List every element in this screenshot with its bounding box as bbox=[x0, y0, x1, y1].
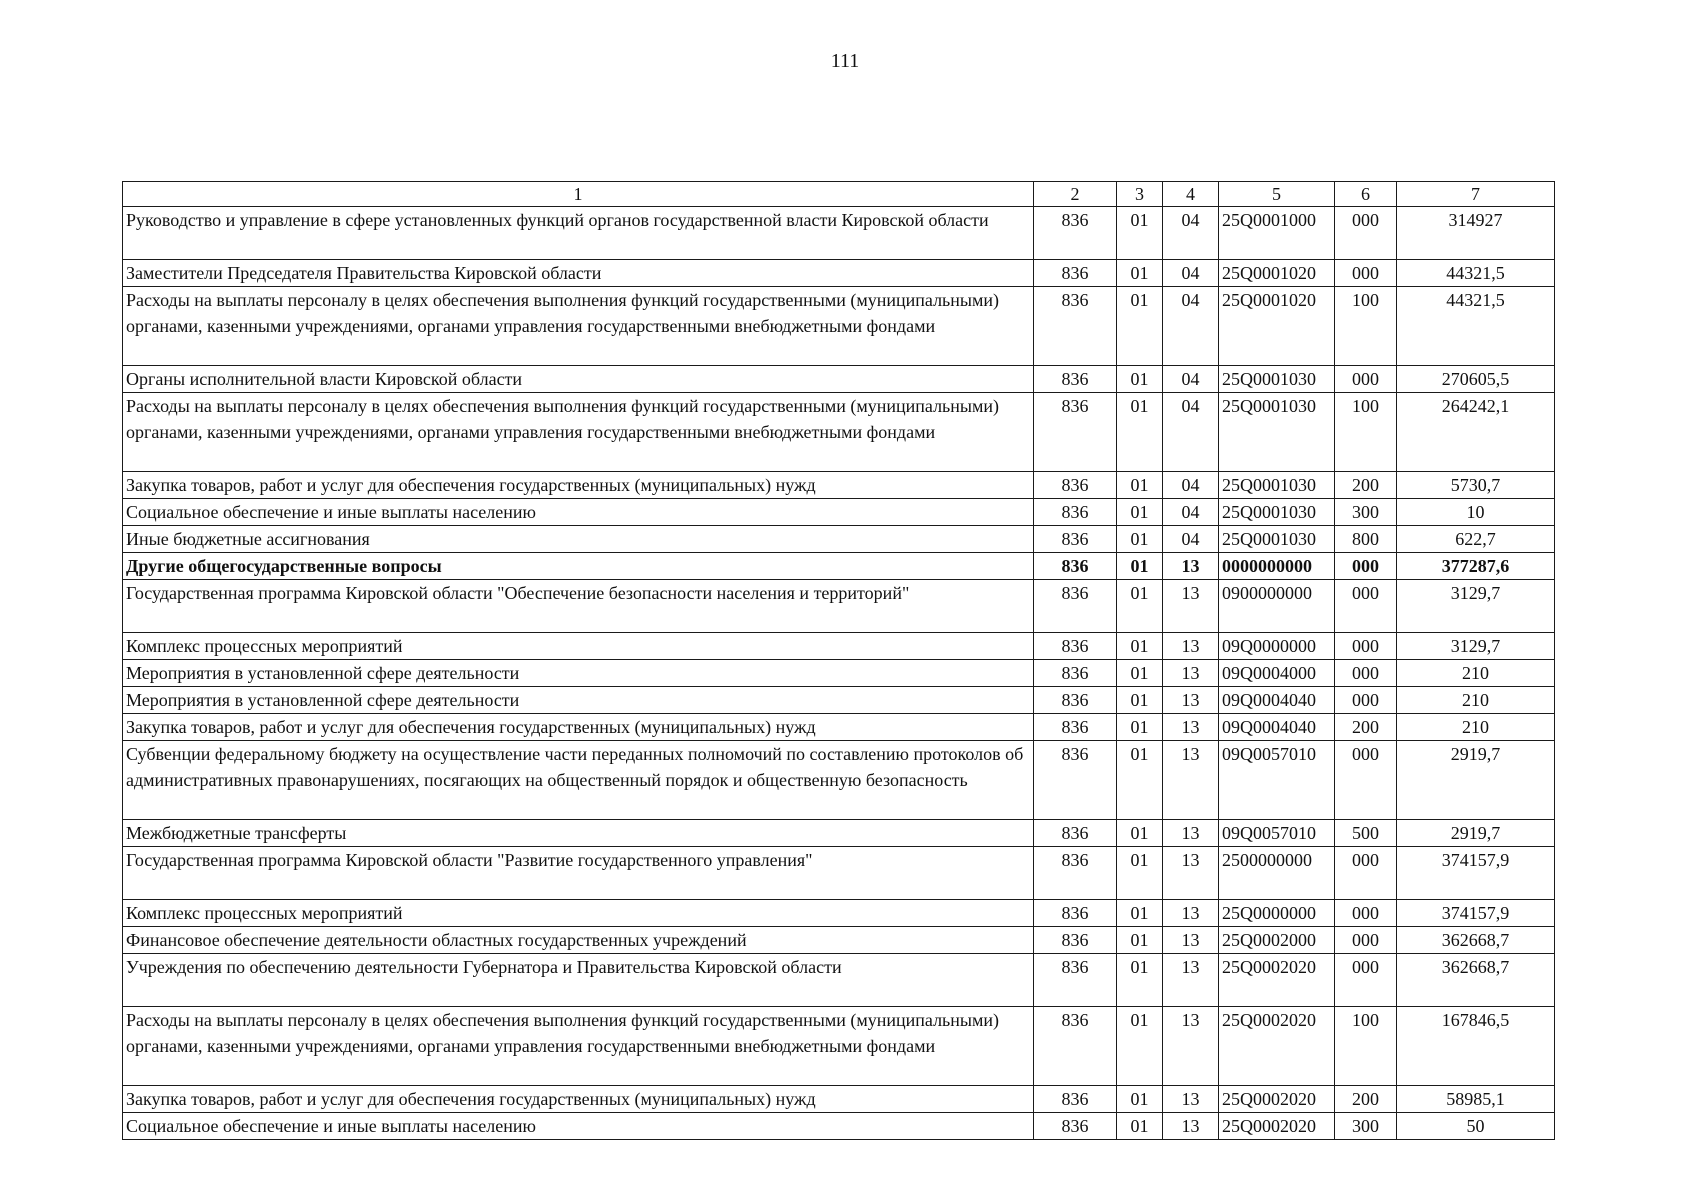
row-grbs-cell: 836 bbox=[1034, 900, 1117, 927]
row-subsection-cell: 04 bbox=[1163, 260, 1219, 287]
row-expense-type-cell: 000 bbox=[1335, 580, 1397, 633]
header-col-7: 7 bbox=[1397, 182, 1555, 207]
row-name-cell: Руководство и управление в сфере установленных функций органов государственной власти Кировской области bbox=[123, 207, 1034, 260]
row-target-code-cell: 25Q0002020 bbox=[1219, 954, 1335, 1007]
table-row bbox=[123, 366, 1555, 393]
row-grbs-cell: 836 bbox=[1034, 260, 1117, 287]
row-subsection-cell: 04 bbox=[1163, 393, 1219, 472]
row-grbs-cell: 836 bbox=[1034, 714, 1117, 741]
row-amount-cell: 167846,5 bbox=[1397, 1007, 1555, 1086]
row-subsection-cell: 13 bbox=[1163, 580, 1219, 633]
row-expense-type-cell: 200 bbox=[1335, 1086, 1397, 1113]
row-amount-cell: 10 bbox=[1397, 499, 1555, 526]
table-row bbox=[123, 580, 1555, 633]
row-grbs-cell: 836 bbox=[1034, 927, 1117, 954]
row-expense-type-cell: 000 bbox=[1335, 260, 1397, 287]
table-row bbox=[123, 633, 1555, 660]
row-section-cell: 01 bbox=[1117, 553, 1163, 580]
row-expense-type-cell: 100 bbox=[1335, 1007, 1397, 1086]
row-name-cell: Государственная программа Кировской области "Обеспечение безопасности населения и территорий" bbox=[123, 580, 1034, 633]
row-subsection-cell: 13 bbox=[1163, 927, 1219, 954]
row-amount-cell: 5730,7 bbox=[1397, 472, 1555, 499]
header-col-3: 3 bbox=[1117, 182, 1163, 207]
row-target-code-cell: 09Q0057010 bbox=[1219, 820, 1335, 847]
row-subsection-cell: 13 bbox=[1163, 633, 1219, 660]
row-grbs-cell: 836 bbox=[1034, 366, 1117, 393]
row-section-cell: 01 bbox=[1117, 927, 1163, 954]
row-amount-cell: 270605,5 bbox=[1397, 366, 1555, 393]
row-section-cell: 01 bbox=[1117, 499, 1163, 526]
row-subsection-cell: 13 bbox=[1163, 741, 1219, 820]
row-subsection-cell: 04 bbox=[1163, 499, 1219, 526]
row-target-code-cell: 25Q0001030 bbox=[1219, 472, 1335, 499]
table-row bbox=[123, 714, 1555, 741]
row-target-code-cell: 0000000000 bbox=[1219, 553, 1335, 580]
row-target-code-cell: 25Q0001020 bbox=[1219, 260, 1335, 287]
row-section-cell: 01 bbox=[1117, 741, 1163, 820]
table-row bbox=[123, 393, 1555, 472]
row-grbs-cell: 836 bbox=[1034, 1113, 1117, 1140]
row-target-code-cell: 25Q0002020 bbox=[1219, 1007, 1335, 1086]
table-row bbox=[123, 472, 1555, 499]
row-name-cell: Мероприятия в установленной сфере деятельности bbox=[123, 687, 1034, 714]
row-expense-type-cell: 100 bbox=[1335, 393, 1397, 472]
row-grbs-cell: 836 bbox=[1034, 472, 1117, 499]
row-section-cell: 01 bbox=[1117, 1113, 1163, 1140]
row-expense-type-cell: 000 bbox=[1335, 660, 1397, 687]
table-row bbox=[123, 499, 1555, 526]
row-subsection-cell: 04 bbox=[1163, 207, 1219, 260]
row-expense-type-cell: 000 bbox=[1335, 741, 1397, 820]
row-expense-type-cell: 300 bbox=[1335, 1113, 1397, 1140]
row-name-cell: Комплекс процессных мероприятий bbox=[123, 633, 1034, 660]
row-name-cell: Иные бюджетные ассигнования bbox=[123, 526, 1034, 553]
row-name-cell: Учреждения по обеспечению деятельности Губернатора и Правительства Кировской области bbox=[123, 954, 1034, 1007]
header-col-5: 5 bbox=[1219, 182, 1335, 207]
row-grbs-cell: 836 bbox=[1034, 580, 1117, 633]
row-subsection-cell: 13 bbox=[1163, 714, 1219, 741]
row-grbs-cell: 836 bbox=[1034, 1086, 1117, 1113]
row-name-cell: Межбюджетные трансферты bbox=[123, 820, 1034, 847]
table-row bbox=[123, 954, 1555, 1007]
row-grbs-cell: 836 bbox=[1034, 207, 1117, 260]
row-expense-type-cell: 200 bbox=[1335, 714, 1397, 741]
row-name-cell: Расходы на выплаты персоналу в целях обеспечения выполнения функций государственными (муниципальными) органами, казенными учреждениями, органами управления государственными внебюджетными фондами bbox=[123, 393, 1034, 472]
row-section-cell: 01 bbox=[1117, 900, 1163, 927]
row-section-cell: 01 bbox=[1117, 954, 1163, 1007]
table-row bbox=[123, 1086, 1555, 1113]
table-row bbox=[123, 900, 1555, 927]
row-amount-cell: 362668,7 bbox=[1397, 954, 1555, 1007]
row-section-cell: 01 bbox=[1117, 714, 1163, 741]
row-amount-cell: 44321,5 bbox=[1397, 260, 1555, 287]
row-grbs-cell: 836 bbox=[1034, 660, 1117, 687]
row-target-code-cell: 25Q0002000 bbox=[1219, 927, 1335, 954]
row-amount-cell: 58985,1 bbox=[1397, 1086, 1555, 1113]
row-amount-cell: 210 bbox=[1397, 660, 1555, 687]
row-grbs-cell: 836 bbox=[1034, 393, 1117, 472]
row-target-code-cell: 25Q0002020 bbox=[1219, 1113, 1335, 1140]
row-target-code-cell: 09Q0057010 bbox=[1219, 741, 1335, 820]
row-grbs-cell: 836 bbox=[1034, 499, 1117, 526]
row-name-cell: Закупка товаров, работ и услуг для обеспечения государственных (муниципальных) нужд bbox=[123, 1086, 1034, 1113]
row-section-cell: 01 bbox=[1117, 526, 1163, 553]
row-section-cell: 01 bbox=[1117, 820, 1163, 847]
header-col-2: 2 bbox=[1034, 182, 1117, 207]
row-name-cell: Субвенции федеральному бюджету на осуществление части переданных полномочий по составлению протоколов об административных правонарушениях, посягающих на общественный порядок и общественную безопасность bbox=[123, 741, 1034, 820]
table-row bbox=[123, 553, 1555, 580]
row-grbs-cell: 836 bbox=[1034, 287, 1117, 366]
row-amount-cell: 44321,5 bbox=[1397, 287, 1555, 366]
row-subsection-cell: 13 bbox=[1163, 900, 1219, 927]
row-grbs-cell: 836 bbox=[1034, 820, 1117, 847]
row-subsection-cell: 04 bbox=[1163, 472, 1219, 499]
row-amount-cell: 2919,7 bbox=[1397, 820, 1555, 847]
row-target-code-cell: 2500000000 bbox=[1219, 847, 1335, 900]
row-expense-type-cell: 100 bbox=[1335, 287, 1397, 366]
row-amount-cell: 362668,7 bbox=[1397, 927, 1555, 954]
table-row bbox=[123, 847, 1555, 900]
row-expense-type-cell: 000 bbox=[1335, 687, 1397, 714]
row-subsection-cell: 13 bbox=[1163, 687, 1219, 714]
table-row bbox=[123, 260, 1555, 287]
row-subsection-cell: 13 bbox=[1163, 553, 1219, 580]
row-amount-cell: 622,7 bbox=[1397, 526, 1555, 553]
row-section-cell: 01 bbox=[1117, 366, 1163, 393]
row-section-cell: 01 bbox=[1117, 687, 1163, 714]
row-grbs-cell: 836 bbox=[1034, 553, 1117, 580]
row-name-cell: Заместители Председателя Правительства Кировской области bbox=[123, 260, 1034, 287]
row-amount-cell: 3129,7 bbox=[1397, 633, 1555, 660]
row-grbs-cell: 836 bbox=[1034, 526, 1117, 553]
row-section-cell: 01 bbox=[1117, 633, 1163, 660]
row-subsection-cell: 13 bbox=[1163, 660, 1219, 687]
row-name-cell: Комплекс процессных мероприятий bbox=[123, 900, 1034, 927]
row-expense-type-cell: 000 bbox=[1335, 847, 1397, 900]
row-amount-cell: 3129,7 bbox=[1397, 580, 1555, 633]
row-target-code-cell: 25Q0001030 bbox=[1219, 526, 1335, 553]
row-target-code-cell: 25Q0001020 bbox=[1219, 287, 1335, 366]
row-name-cell: Закупка товаров, работ и услуг для обеспечения государственных (муниципальных) нужд bbox=[123, 714, 1034, 741]
row-expense-type-cell: 500 bbox=[1335, 820, 1397, 847]
row-subsection-cell: 13 bbox=[1163, 1113, 1219, 1140]
row-grbs-cell: 836 bbox=[1034, 954, 1117, 1007]
row-grbs-cell: 836 bbox=[1034, 633, 1117, 660]
row-grbs-cell: 836 bbox=[1034, 847, 1117, 900]
table-row bbox=[123, 207, 1555, 260]
table-row bbox=[123, 820, 1555, 847]
row-expense-type-cell: 200 bbox=[1335, 472, 1397, 499]
budget-table bbox=[122, 181, 1555, 1140]
row-name-cell: Расходы на выплаты персоналу в целях обеспечения выполнения функций государственными (муниципальными) органами, казенными учреждениями, органами управления государственными внебюджетными фондами bbox=[123, 287, 1034, 366]
row-target-code-cell: 09Q0000000 bbox=[1219, 633, 1335, 660]
row-section-cell: 01 bbox=[1117, 207, 1163, 260]
row-target-code-cell: 25Q0001000 bbox=[1219, 207, 1335, 260]
row-amount-cell: 377287,6 bbox=[1397, 553, 1555, 580]
row-expense-type-cell: 300 bbox=[1335, 499, 1397, 526]
table-row bbox=[123, 741, 1555, 820]
header-col-4: 4 bbox=[1163, 182, 1219, 207]
row-amount-cell: 374157,9 bbox=[1397, 900, 1555, 927]
row-expense-type-cell: 000 bbox=[1335, 633, 1397, 660]
row-expense-type-cell: 000 bbox=[1335, 366, 1397, 393]
row-section-cell: 01 bbox=[1117, 287, 1163, 366]
row-section-cell: 01 bbox=[1117, 580, 1163, 633]
table-row bbox=[123, 687, 1555, 714]
row-target-code-cell: 25Q0001030 bbox=[1219, 393, 1335, 472]
row-target-code-cell: 25Q0001030 bbox=[1219, 366, 1335, 393]
row-expense-type-cell: 800 bbox=[1335, 526, 1397, 553]
row-expense-type-cell: 000 bbox=[1335, 207, 1397, 260]
row-subsection-cell: 04 bbox=[1163, 526, 1219, 553]
page-number: 111 bbox=[830, 50, 860, 72]
row-amount-cell: 210 bbox=[1397, 687, 1555, 714]
row-subsection-cell: 04 bbox=[1163, 366, 1219, 393]
row-target-code-cell: 25Q0000000 bbox=[1219, 900, 1335, 927]
header-col-1: 1 bbox=[123, 182, 1034, 207]
table-row bbox=[123, 660, 1555, 687]
row-amount-cell: 210 bbox=[1397, 714, 1555, 741]
row-expense-type-cell: 000 bbox=[1335, 927, 1397, 954]
table-row bbox=[123, 927, 1555, 954]
row-grbs-cell: 836 bbox=[1034, 1007, 1117, 1086]
row-section-cell: 01 bbox=[1117, 1007, 1163, 1086]
row-name-cell: Другие общегосударственные вопросы bbox=[123, 553, 1034, 580]
row-expense-type-cell: 000 bbox=[1335, 900, 1397, 927]
row-name-cell: Расходы на выплаты персоналу в целях обеспечения выполнения функций государственными (муниципальными) органами, казенными учреждениями, органами управления государственными внебюджетными фондами bbox=[123, 1007, 1034, 1086]
row-target-code-cell: 0900000000 bbox=[1219, 580, 1335, 633]
row-subsection-cell: 13 bbox=[1163, 847, 1219, 900]
row-grbs-cell: 836 bbox=[1034, 687, 1117, 714]
row-name-cell: Финансовое обеспечение деятельности областных государственных учреждений bbox=[123, 927, 1034, 954]
table-row bbox=[123, 1113, 1555, 1140]
row-name-cell: Государственная программа Кировской области "Развитие государственного управления" bbox=[123, 847, 1034, 900]
table-row bbox=[123, 287, 1555, 366]
row-name-cell: Закупка товаров, работ и услуг для обеспечения государственных (муниципальных) нужд bbox=[123, 472, 1034, 499]
table-row bbox=[123, 1007, 1555, 1086]
row-section-cell: 01 bbox=[1117, 472, 1163, 499]
row-name-cell: Мероприятия в установленной сфере деятельности bbox=[123, 660, 1034, 687]
row-name-cell: Социальное обеспечение и иные выплаты населению bbox=[123, 499, 1034, 526]
row-amount-cell: 314927 bbox=[1397, 207, 1555, 260]
row-subsection-cell: 04 bbox=[1163, 287, 1219, 366]
row-section-cell: 01 bbox=[1117, 660, 1163, 687]
row-name-cell: Органы исполнительной власти Кировской области bbox=[123, 366, 1034, 393]
row-target-code-cell: 25Q0002020 bbox=[1219, 1086, 1335, 1113]
row-section-cell: 01 bbox=[1117, 847, 1163, 900]
row-name-cell: Социальное обеспечение и иные выплаты населению bbox=[123, 1113, 1034, 1140]
table-header-row bbox=[123, 182, 1555, 207]
row-subsection-cell: 13 bbox=[1163, 954, 1219, 1007]
row-subsection-cell: 13 bbox=[1163, 1086, 1219, 1113]
row-target-code-cell: 09Q0004000 bbox=[1219, 660, 1335, 687]
row-section-cell: 01 bbox=[1117, 260, 1163, 287]
row-grbs-cell: 836 bbox=[1034, 741, 1117, 820]
table-body bbox=[123, 207, 1555, 1140]
row-section-cell: 01 bbox=[1117, 1086, 1163, 1113]
row-target-code-cell: 09Q0004040 bbox=[1219, 687, 1335, 714]
header-col-6: 6 bbox=[1335, 182, 1397, 207]
row-amount-cell: 374157,9 bbox=[1397, 847, 1555, 900]
row-section-cell: 01 bbox=[1117, 393, 1163, 472]
row-subsection-cell: 13 bbox=[1163, 1007, 1219, 1086]
row-expense-type-cell: 000 bbox=[1335, 954, 1397, 1007]
table-row bbox=[123, 526, 1555, 553]
row-subsection-cell: 13 bbox=[1163, 820, 1219, 847]
row-amount-cell: 50 bbox=[1397, 1113, 1555, 1140]
row-expense-type-cell: 000 bbox=[1335, 553, 1397, 580]
row-target-code-cell: 25Q0001030 bbox=[1219, 499, 1335, 526]
row-amount-cell: 2919,7 bbox=[1397, 741, 1555, 820]
row-amount-cell: 264242,1 bbox=[1397, 393, 1555, 472]
row-target-code-cell: 09Q0004040 bbox=[1219, 714, 1335, 741]
